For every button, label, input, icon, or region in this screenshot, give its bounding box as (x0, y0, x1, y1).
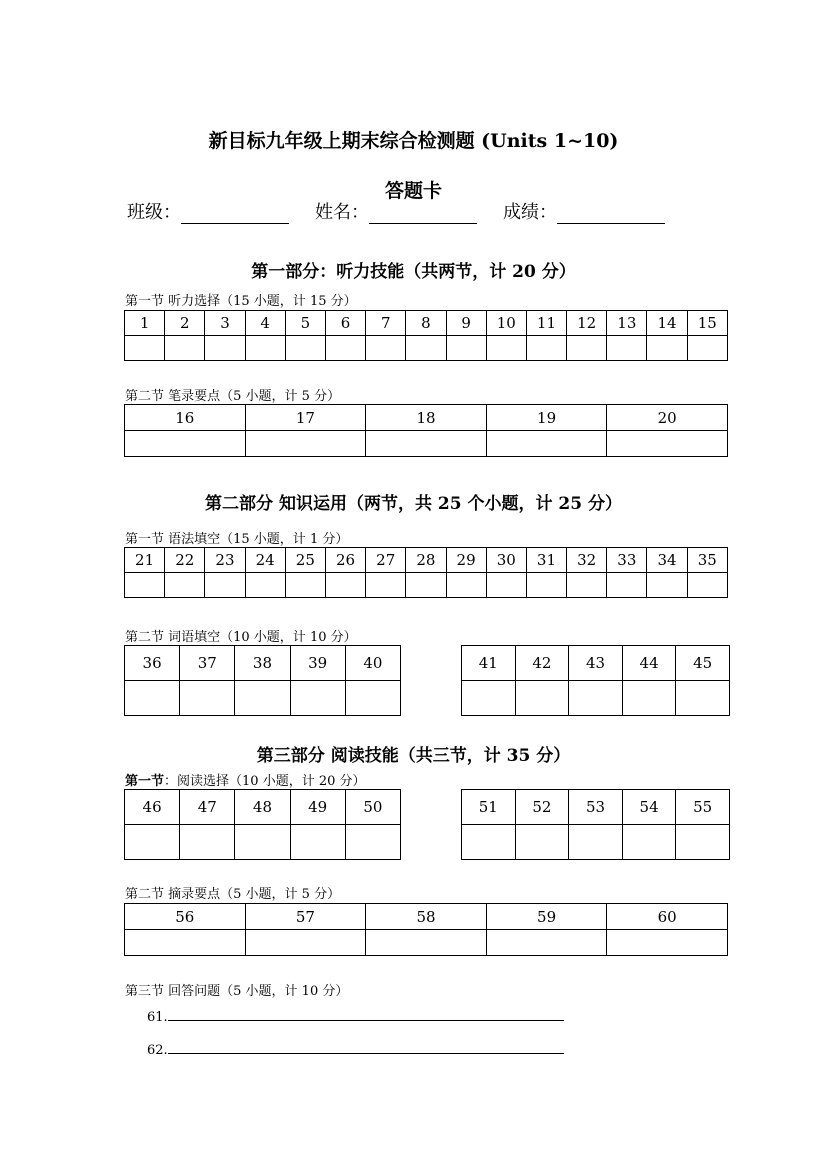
q30-answer-cell[interactable] (486, 573, 526, 598)
answer-row (462, 825, 730, 860)
q32-answer-cell[interactable] (567, 573, 607, 598)
q62-label: 62. (147, 1043, 168, 1058)
q38-number: 38 (235, 646, 290, 681)
q31-number: 31 (526, 548, 566, 573)
q50-number: 50 (345, 790, 400, 825)
q12-number: 12 (567, 311, 607, 336)
page-title: 新目标九年级上期末综合检测题 (Units 1~10) (208, 130, 619, 152)
q48-answer-cell[interactable] (235, 825, 290, 860)
q34-answer-cell[interactable] (647, 573, 687, 598)
q23-answer-cell[interactable] (205, 573, 245, 598)
q36-number: 36 (125, 646, 180, 681)
q9-number: 9 (446, 311, 486, 336)
q6-answer-cell[interactable] (325, 336, 365, 361)
answer-row (125, 681, 401, 716)
part1-sec1-label: 第一节 听力选择（15 小题，计 15 分） (125, 294, 357, 309)
part1-title: 第一部分：听力技能（共两节，计 20 分） (251, 262, 576, 282)
q4-answer-cell[interactable] (245, 336, 285, 361)
part2-sec2-label: 第二节 词语填空（10 小题，计 10 分） (125, 630, 357, 645)
q26-answer-cell[interactable] (325, 573, 365, 598)
q20-number: 20 (607, 405, 728, 431)
q26-number: 26 (325, 548, 365, 573)
q35-number: 35 (687, 548, 727, 573)
q25-number: 25 (285, 548, 325, 573)
q21-number: 21 (125, 548, 165, 573)
q56-number: 56 (125, 904, 246, 930)
part3-sec2-table (124, 903, 728, 956)
q3-answer-cell[interactable] (205, 336, 245, 361)
q14-answer-cell[interactable] (647, 336, 687, 361)
q44-number: 44 (622, 646, 676, 681)
score-label: 成绩： (503, 202, 557, 223)
q5-answer-cell[interactable] (285, 336, 325, 361)
q46-answer-cell[interactable] (125, 825, 180, 860)
q38-answer-cell[interactable] (235, 681, 290, 716)
q60-number: 60 (607, 904, 728, 930)
q1-number: 1 (125, 311, 165, 336)
answer-row (125, 336, 728, 361)
number-row (125, 790, 401, 825)
part3-sec1-right-table (461, 789, 730, 860)
q37-answer-cell[interactable] (180, 681, 235, 716)
q43-number: 43 (569, 646, 623, 681)
part3-sec2-label: 第二节 摘录要点（5 小题，计 5 分） (125, 887, 341, 902)
q54-number: 54 (622, 790, 676, 825)
q8-answer-cell[interactable] (406, 336, 446, 361)
number-row (125, 904, 728, 930)
q10-answer-cell[interactable] (486, 336, 526, 361)
part2-sec2-right-table (461, 645, 730, 716)
q34-number: 34 (647, 548, 687, 573)
q19-answer-cell[interactable] (486, 431, 607, 457)
q32-number: 32 (567, 548, 607, 573)
q9-answer-cell[interactable] (446, 336, 486, 361)
q22-number: 22 (165, 548, 205, 573)
q8-number: 8 (406, 311, 446, 336)
part3-sec1-left-table (124, 789, 401, 860)
q14-number: 14 (647, 311, 687, 336)
q15-answer-cell[interactable] (687, 336, 727, 361)
part3-sec1-label (125, 770, 366, 789)
q11-number: 11 (526, 311, 566, 336)
q58-answer-cell[interactable] (366, 930, 487, 956)
part2-sec1-label: 第一节 语法填空（15 小题，计 1 分） (125, 532, 349, 547)
q19-number: 19 (486, 405, 607, 431)
q31-answer-cell[interactable] (526, 573, 566, 598)
q17-answer-cell[interactable] (245, 431, 366, 457)
q30-number: 30 (486, 548, 526, 573)
answer-row (125, 825, 401, 860)
q47-number: 47 (180, 790, 235, 825)
q25-answer-cell[interactable] (285, 573, 325, 598)
q49-number: 49 (290, 790, 345, 825)
name-field[interactable] (369, 205, 477, 224)
q36-answer-cell[interactable] (125, 681, 180, 716)
q59-answer-cell[interactable] (486, 930, 607, 956)
answer-row (125, 431, 728, 457)
q3-number: 3 (205, 311, 245, 336)
q5-number: 5 (285, 311, 325, 336)
q15-number: 15 (687, 311, 727, 336)
q17-number: 17 (245, 405, 366, 431)
part2-sec2-left-table (124, 645, 401, 716)
q27-number: 27 (366, 548, 406, 573)
number-row (462, 790, 730, 825)
q40-number: 40 (345, 646, 400, 681)
q51-number: 51 (462, 790, 516, 825)
q41-answer-cell[interactable] (462, 681, 516, 716)
q42-number: 42 (515, 646, 569, 681)
q55-number: 55 (676, 790, 730, 825)
q53-answer-cell[interactable] (569, 825, 623, 860)
q53-number: 53 (569, 790, 623, 825)
q37-number: 37 (180, 646, 235, 681)
student-info (127, 198, 691, 224)
q56-answer-cell[interactable] (125, 930, 246, 956)
part3-title: 第三部分 阅读技能（共三节，计 35 分） (256, 746, 571, 766)
q16-answer-cell[interactable] (125, 431, 246, 457)
q11-answer-cell[interactable] (526, 336, 566, 361)
q1-answer-cell[interactable] (125, 336, 165, 361)
q54-answer-cell[interactable] (622, 825, 676, 860)
q27-answer-cell[interactable] (366, 573, 406, 598)
q20-answer-cell[interactable] (607, 431, 728, 457)
part1-sec1-table (124, 310, 728, 361)
q10-number: 10 (486, 311, 526, 336)
q18-answer-cell[interactable] (366, 431, 487, 457)
number-row (125, 548, 728, 573)
q24-number: 24 (245, 548, 285, 573)
part3-sec3-label: 第三节 回答问题（5 小题，计 10 分） (125, 984, 349, 999)
q42-answer-cell[interactable] (515, 681, 569, 716)
q18-number: 18 (366, 405, 487, 431)
q22-answer-cell[interactable] (165, 573, 205, 598)
q43-answer-cell[interactable] (569, 681, 623, 716)
number-row (125, 405, 728, 431)
q28-number: 28 (406, 548, 446, 573)
part2-title: 第二部分 知识运用（两节，共 25 个小题，计 25 分） (205, 494, 622, 514)
q58-number: 58 (366, 904, 487, 930)
q59-number: 59 (486, 904, 607, 930)
q2-number: 2 (165, 311, 205, 336)
q50-answer-cell[interactable] (345, 825, 400, 860)
q61-answer-line[interactable] (168, 1008, 564, 1021)
q44-answer-cell[interactable] (622, 681, 676, 716)
q29-number: 29 (446, 548, 486, 573)
q61-label: 61. (147, 1010, 168, 1025)
q21-answer-cell[interactable] (125, 573, 165, 598)
q33-answer-cell[interactable] (607, 573, 647, 598)
q48-number: 48 (235, 790, 290, 825)
q45-number: 45 (676, 646, 730, 681)
class-field[interactable] (181, 205, 289, 224)
number-row (125, 646, 401, 681)
answer-row (462, 681, 730, 716)
answer-sheet-subtitle: 答题卡 (384, 180, 442, 202)
q57-answer-cell[interactable] (245, 930, 366, 956)
q60-answer-cell[interactable] (607, 930, 728, 956)
part3-sec1-label-rest: ：阅读选择（10 小题，计 20 分） (164, 774, 366, 789)
q52-number: 52 (515, 790, 569, 825)
q47-answer-cell[interactable] (180, 825, 235, 860)
number-row (125, 311, 728, 336)
q49-answer-cell[interactable] (290, 825, 345, 860)
q16-number: 16 (125, 405, 246, 431)
answer-61 (147, 1008, 564, 1025)
score-field[interactable] (557, 205, 665, 224)
q23-number: 23 (205, 548, 245, 573)
class-label: 班级： (127, 202, 181, 223)
q13-number: 13 (607, 311, 647, 336)
q52-answer-cell[interactable] (515, 825, 569, 860)
q24-answer-cell[interactable] (245, 573, 285, 598)
q39-answer-cell[interactable] (290, 681, 345, 716)
q7-answer-cell[interactable] (366, 336, 406, 361)
part1-sec2-label: 第二节 笔录要点（5 小题，计 5 分） (125, 389, 341, 404)
part2-sec1-table (124, 547, 728, 598)
q35-answer-cell[interactable] (687, 573, 727, 598)
q2-answer-cell[interactable] (165, 336, 205, 361)
q62-answer-line[interactable] (168, 1041, 564, 1054)
q6-number: 6 (325, 311, 365, 336)
q41-number: 41 (462, 646, 516, 681)
q7-number: 7 (366, 311, 406, 336)
part1-sec2-table (124, 404, 728, 457)
q12-answer-cell[interactable] (567, 336, 607, 361)
answer-row (125, 573, 728, 598)
q46-number: 46 (125, 790, 180, 825)
q39-number: 39 (290, 646, 345, 681)
q29-answer-cell[interactable] (446, 573, 486, 598)
q51-answer-cell[interactable] (462, 825, 516, 860)
part3-sec1-label-bold: 第一节 (125, 774, 165, 789)
name-label: 姓名： (315, 202, 369, 223)
q33-number: 33 (607, 548, 647, 573)
q57-number: 57 (245, 904, 366, 930)
q28-answer-cell[interactable] (406, 573, 446, 598)
number-row (462, 646, 730, 681)
q55-answer-cell[interactable] (676, 825, 730, 860)
q40-answer-cell[interactable] (345, 681, 400, 716)
q4-number: 4 (245, 311, 285, 336)
q13-answer-cell[interactable] (607, 336, 647, 361)
answer-62 (147, 1041, 564, 1058)
answer-row (125, 930, 728, 956)
q45-answer-cell[interactable] (676, 681, 730, 716)
